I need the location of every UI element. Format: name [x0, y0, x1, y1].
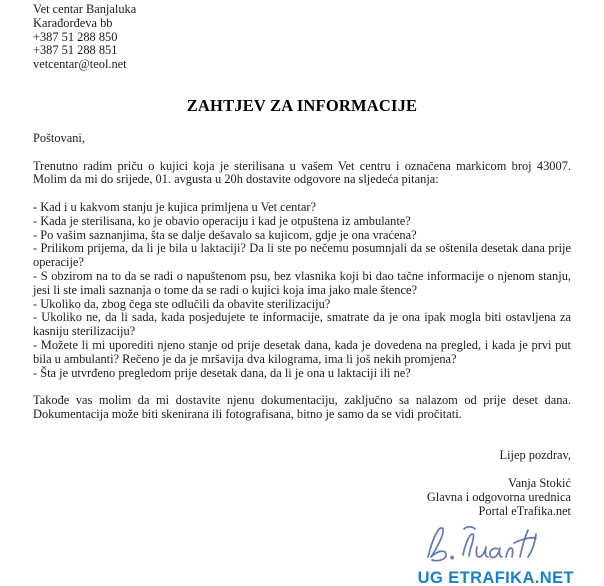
question-item: - Ukoliko ne, da li sada, kada posjedujete te informacije, smatrate da je ona ipak mogla biti ostavljena za kasniju sterilizaciju? [33, 310, 571, 339]
question-item: - S obzirom na to da se radi o napuštenom psu, bez vlasnika koji bi dao tačne informacije o njenom stanju, jesi li ste imali saznanja o tome da se radi o kujici koja ima jako male štence? [33, 268, 571, 297]
question-item: - Kad i u kakvom stanju je kujica primljena u Vet centar? [33, 199, 316, 214]
letterhead-line-email: vetcentar@teol.net [33, 57, 127, 72]
signer-organization: Portal eTrafika.net [478, 503, 571, 518]
letter-content [33, 3, 571, 518]
letterhead-line-phone-2: +387 51 288 851 [33, 43, 118, 58]
etrafika-logo: UG ETRAFIKA.NET [417, 569, 574, 586]
letterhead-line-org: Vet centar Banjaluka [33, 2, 137, 16]
signature-block [33, 477, 571, 518]
questions-list [33, 201, 571, 380]
question-item: - Možete li mi uporediti njeno stanje od prije desetak dana, kada je dovedena na pregled, i kada je prvi put bila u ambulanti? Rečeno je da je mršavija dva kilograma, ima li još nekih promjena? [33, 337, 571, 366]
letter-title: ZAHTJEV ZA INFORMACIJE [186, 95, 418, 115]
letterhead [33, 3, 571, 72]
signoff: Lijep pozdrav, [499, 448, 571, 463]
salutation: Poštovani, [33, 130, 85, 145]
question-item: - Šta je utvrđeno pregledom prije desetak dana, da li je ona u laktaciji ili ne? [33, 365, 411, 380]
intro-paragraph: Trenutno radim priču o kujici koja je sterilisana u vašem Vet centru i označena markicom broj 43007. Molim da mi do srijede, 01. avgusta u 20h dostavite odgovore na sljedeća pitanja: [33, 158, 571, 187]
signer-name: Vanja Stokić [508, 475, 571, 490]
closing-paragraph: Takođe vas molim da mi dostavite njenu dokumentaciju, zaključno sa nalazom od prije deset dana. Dokumentacija može biti skenirana ili fotografisana, bitno je samo da se vidi pročitati. [33, 393, 571, 421]
signer-role: Glavna i odgovorna urednica [426, 489, 571, 504]
question-item: - Po vašim saznanjima, šta se dalje dešavalo sa kujicom, gdje je ona vraćena? [33, 227, 417, 242]
question-item: - Ukoliko da, zbog čega ste odlučili da obavite sterilizaciju? [33, 296, 331, 311]
question-item: - Prilikom prijema, da li je bila u laktaciji? Da li ste po nečemu posumnjali da se oštenila desetak dana prije operacije? [33, 241, 571, 270]
handwritten-signature-icon [414, 520, 542, 570]
question-item: - Kada je sterilisana, ko je obavio operaciju i kad je otpuštena iz ambulante? [33, 213, 411, 228]
letterhead-line-phone-1: +387 51 288 850 [33, 29, 118, 44]
letterhead-line-address: Karađorđeva bb [33, 15, 113, 30]
